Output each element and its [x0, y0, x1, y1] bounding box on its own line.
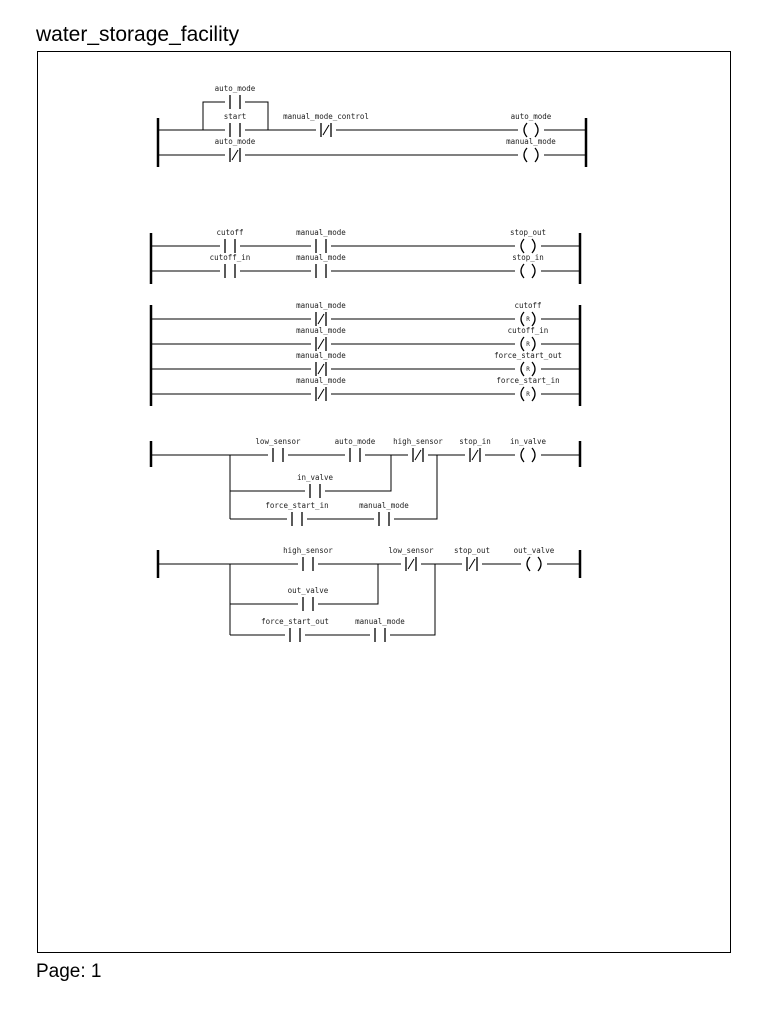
- element-label: stop_out: [509, 228, 547, 237]
- coil-right-arc: [532, 387, 535, 401]
- element-label: auto_mode: [214, 137, 256, 146]
- element-label: manual_mode: [296, 351, 346, 360]
- coil-right-arc: [532, 264, 535, 278]
- element-label: manual_mode: [296, 301, 346, 310]
- element-label: out_valve: [513, 546, 555, 555]
- element-label: force_start_out: [494, 351, 562, 360]
- element-label: manual_mode: [296, 326, 346, 335]
- element-label: start: [223, 112, 247, 121]
- coil-reset-mark: R: [526, 366, 530, 373]
- element-label: low_sensor: [255, 437, 301, 446]
- coil-reset-mark: R: [526, 341, 530, 348]
- contact-nc-slash: [318, 339, 324, 349]
- contact-nc-slash: [472, 450, 478, 460]
- element-label: manual_mode: [355, 617, 405, 626]
- contact-nc-slash: [469, 559, 475, 569]
- coil-right-arc: [535, 148, 538, 162]
- element-label: auto_mode: [214, 84, 256, 93]
- element-label: stop_in: [459, 437, 491, 446]
- page-number: Page: 1: [36, 961, 102, 982]
- page-title: water_storage_facility: [36, 23, 240, 46]
- coil-left-arc: [521, 387, 524, 401]
- contact-nc-slash: [318, 389, 324, 399]
- element-label: auto_mode: [334, 437, 376, 446]
- wire: [318, 564, 378, 604]
- contact-nc-slash: [323, 125, 329, 135]
- coil-left-arc: [524, 148, 527, 162]
- element-label: stop_in: [512, 253, 544, 262]
- coil-left-arc: [524, 123, 527, 137]
- element-label: manual_mode: [296, 253, 346, 262]
- element-label: out_valve: [287, 586, 329, 595]
- element-label: manual_mode: [296, 376, 346, 385]
- element-label: force_start_out: [261, 617, 329, 626]
- coil-left-arc: [521, 362, 524, 376]
- element-label: manual_mode: [506, 137, 556, 146]
- element-label: in_valve: [296, 473, 334, 482]
- element-label: manual_mode_control: [283, 112, 369, 121]
- coil-left-arc: [521, 312, 524, 326]
- element-label: cutoff_in: [209, 253, 251, 262]
- coil-right-arc: [532, 239, 535, 253]
- coil-left-arc: [521, 239, 524, 253]
- coil-left-arc: [527, 557, 530, 571]
- element-label: cutoff: [514, 301, 542, 310]
- contact-nc-slash: [318, 364, 324, 374]
- element-label: low_sensor: [388, 546, 434, 555]
- coil-right-arc: [535, 123, 538, 137]
- coil-left-arc: [521, 337, 524, 351]
- coil-right-arc: [532, 362, 535, 376]
- coil-reset-mark: R: [526, 316, 530, 323]
- coil-right-arc: [538, 557, 541, 571]
- coil-right-arc: [532, 312, 535, 326]
- coil-left-arc: [521, 264, 524, 278]
- contact-nc-slash: [415, 450, 421, 460]
- element-label: auto_mode: [510, 112, 552, 121]
- element-label: force_start_in: [496, 376, 560, 385]
- element-label: manual_mode: [296, 228, 346, 237]
- element-label: high_sensor: [283, 546, 333, 555]
- coil-left-arc: [521, 448, 524, 462]
- wire: [325, 455, 391, 491]
- coil-reset-mark: R: [526, 391, 530, 398]
- contact-nc-slash: [232, 150, 238, 160]
- element-label: cutoff: [216, 228, 244, 237]
- element-label: force_start_in: [265, 501, 329, 510]
- wire: [245, 102, 268, 130]
- wire: [203, 102, 225, 130]
- element-label: manual_mode: [359, 501, 409, 510]
- element-label: in_valve: [509, 437, 547, 446]
- contact-nc-slash: [318, 314, 324, 324]
- contact-nc-slash: [408, 559, 414, 569]
- coil-right-arc: [532, 448, 535, 462]
- element-label: stop_out: [453, 546, 491, 555]
- element-label: high_sensor: [393, 437, 443, 446]
- element-label: cutoff_in: [507, 326, 549, 335]
- coil-right-arc: [532, 337, 535, 351]
